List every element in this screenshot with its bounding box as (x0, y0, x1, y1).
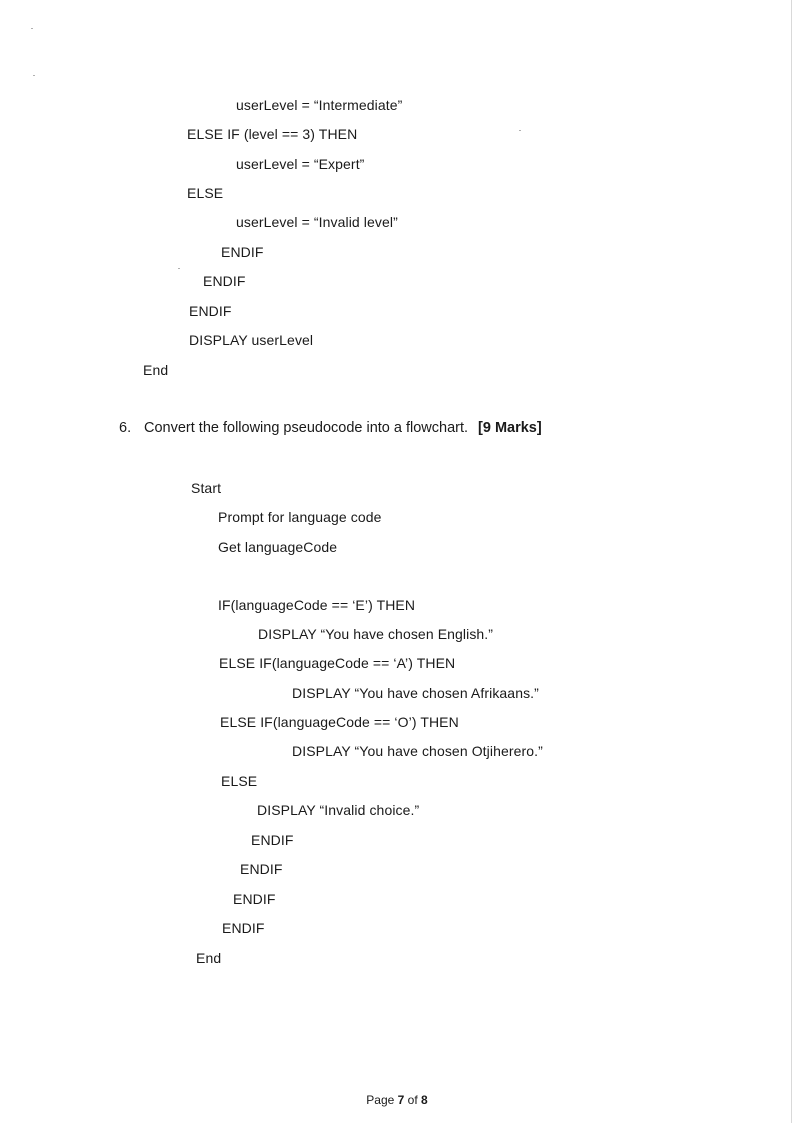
pseudo-line-else-if-a: ELSE IF(languageCode == ‘A’) THEN (219, 655, 456, 671)
code-line-else: ELSE (187, 185, 224, 201)
pseudo-line-if-e: IF(languageCode == ‘E’) THEN (218, 597, 416, 613)
code-line-else-if-level-3: ELSE IF (level == 3) THEN (187, 126, 358, 142)
pseudo-line-display-otjiherero: DISPLAY “You have chosen Otjiherero.” (292, 743, 543, 759)
pseudo-line-endif: ENDIF (240, 861, 283, 877)
question-6 (119, 419, 542, 437)
question-text: Convert the following pseudocode into a flowchart. (144, 420, 469, 436)
pseudo-line-else-if-o: ELSE IF(languageCode == ‘O’) THEN (220, 714, 459, 730)
pseudo-line-endif: ENDIF (251, 832, 294, 848)
code-line-endif: ENDIF (221, 244, 264, 260)
pseudo-line-get: Get languageCode (218, 539, 338, 555)
question-marks: [9 Marks] (478, 420, 542, 436)
pseudo-line-display-english: DISPLAY “You have chosen English.” (258, 626, 494, 642)
code-line-endif: ENDIF (203, 273, 246, 289)
pseudo-line-end: End (196, 950, 222, 966)
pseudo-line-start: Start (191, 480, 222, 496)
page-label: Page (366, 1093, 395, 1107)
page-of: of (407, 1093, 418, 1107)
pseudo-line-endif: ENDIF (233, 891, 276, 907)
page-current: 7 (397, 1093, 405, 1107)
code-line-display-user-level: DISPLAY userLevel (189, 332, 314, 348)
scan-speck (519, 130, 521, 131)
question-number: 6. (119, 420, 132, 436)
page-edge (791, 0, 792, 1123)
code-line-user-level-intermediate: userLevel = “Intermediate” (236, 97, 403, 113)
scan-speck (33, 75, 35, 76)
scan-speck (31, 28, 33, 29)
code-line-user-level-expert: userLevel = “Expert” (236, 156, 365, 172)
pseudo-line-endif: ENDIF (222, 920, 265, 936)
pseudo-line-display-invalid: DISPLAY “Invalid choice.” (257, 802, 420, 818)
page-number-footer (0, 1092, 794, 1108)
code-line-user-level-invalid: userLevel = “Invalid level” (236, 214, 398, 230)
code-line-end: End (143, 362, 169, 378)
pseudo-line-else: ELSE (221, 773, 258, 789)
page-total: 8 (421, 1093, 428, 1107)
pseudo-line-prompt: Prompt for language code (218, 509, 382, 525)
pseudo-line-display-afrikaans: DISPLAY “You have chosen Afrikaans.” (292, 685, 539, 701)
scan-speck (178, 268, 180, 269)
code-line-endif: ENDIF (189, 303, 232, 319)
